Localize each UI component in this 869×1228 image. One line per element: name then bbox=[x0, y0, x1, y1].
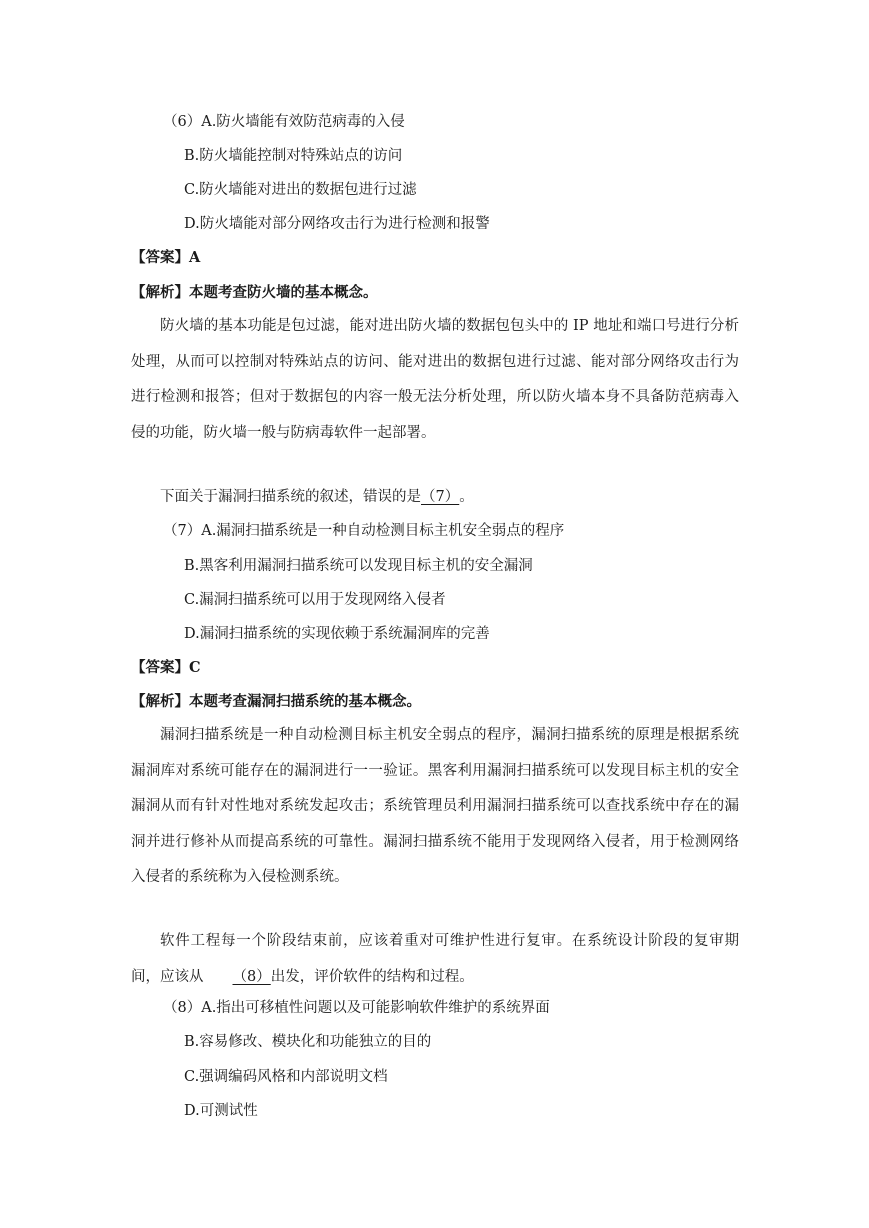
q8-option-a: （8）A.指出可移植性问题以及可能影响软件维护的系统界面 bbox=[163, 1000, 550, 1016]
q7-blank: （7） bbox=[421, 489, 460, 505]
q7-stem bbox=[160, 487, 474, 507]
q8-stem-end: 出发，评价软件的结构和过程。 bbox=[270, 968, 474, 985]
q8-option-b: B.容易修改、模块化和功能独立的目的 bbox=[184, 1034, 432, 1050]
q6-option-a: （6）A.防火墙能有效防范病毒的入侵 bbox=[163, 114, 405, 130]
q8-option-d: D.可测试性 bbox=[184, 1103, 258, 1119]
q7-analysis-body: 漏洞扫描系统是一种自动检测目标主机安全弱点的程序，漏洞扫描系统的原理是根据系统漏洞库对系统可能存在的漏洞进行一一验证。黑客利用漏洞扫描系统可以发现目标主机的安全漏洞从而有针对性地对系统发起攻击；系统管理员利用漏洞扫描系统可以查找系统中存在的漏洞并进行修补从而提高系统的可靠性。漏洞扫描系统不能用于发现网络入侵者，用于检测网络入侵者的系统称为入侵检测系统。 bbox=[131, 727, 739, 886]
q7-option-c: C.漏洞扫描系统可以用于发现网络入侵者 bbox=[184, 592, 446, 608]
q6-option-c: C.防火墙能对进出的数据包进行过滤 bbox=[184, 182, 417, 198]
q8-stem bbox=[131, 924, 739, 995]
q7-option-d: D.漏洞扫描系统的实现依赖于系统漏洞库的完善 bbox=[184, 626, 490, 642]
q7-stem-text: 下面关于漏洞扫描系统的叙述，错误的是 bbox=[160, 489, 421, 505]
q6-analysis-body: 防火墙的基本功能是包过滤，能对进出防火墙的数据包包头中的 IP 地址和端口号进行分析处理，从而可以控制对特殊站点的访问、能对进出的数据包进行过滤、能对部分网络攻击行为进行检测和报答；但对于数据包的内容一般无法分析处理，所以防火墙本身不具备防范病毒入侵的功能，防火墙一般与防病毒软件一起部署。 bbox=[131, 318, 739, 441]
q6-option-d: D.防火墙能对部分网络攻击行为进行检测和报警 bbox=[184, 216, 490, 232]
q7-answer: 【答案】C bbox=[131, 659, 201, 676]
q7-option-b: B.黑客利用漏洞扫描系统可以发现目标主机的安全漏洞 bbox=[184, 558, 533, 574]
q6-answer: 【答案】A bbox=[131, 249, 201, 266]
q8-stem-text: 软件工程每一个阶段结束前，应该着重对可维护性进行复审。在系统设计阶段的复审期间，应该从 bbox=[131, 933, 739, 985]
q8-blank: （8） bbox=[232, 968, 271, 985]
q7-option-a: （7）A.漏洞扫描系统是一种自动检测目标主机安全弱点的程序 bbox=[163, 523, 565, 539]
q7-stem-end: 。 bbox=[459, 489, 474, 505]
q6-analysis-heading: 【解析】本题考查防火墙的基本概念。 bbox=[131, 284, 378, 301]
q6-option-b: B.防火墙能控制对特殊站点的访问 bbox=[184, 148, 403, 164]
q7-analysis-heading: 【解析】本题考查漏洞扫描系统的基本概念。 bbox=[131, 693, 421, 710]
q8-option-c: C.强调编码风格和内部说明文档 bbox=[184, 1069, 388, 1085]
